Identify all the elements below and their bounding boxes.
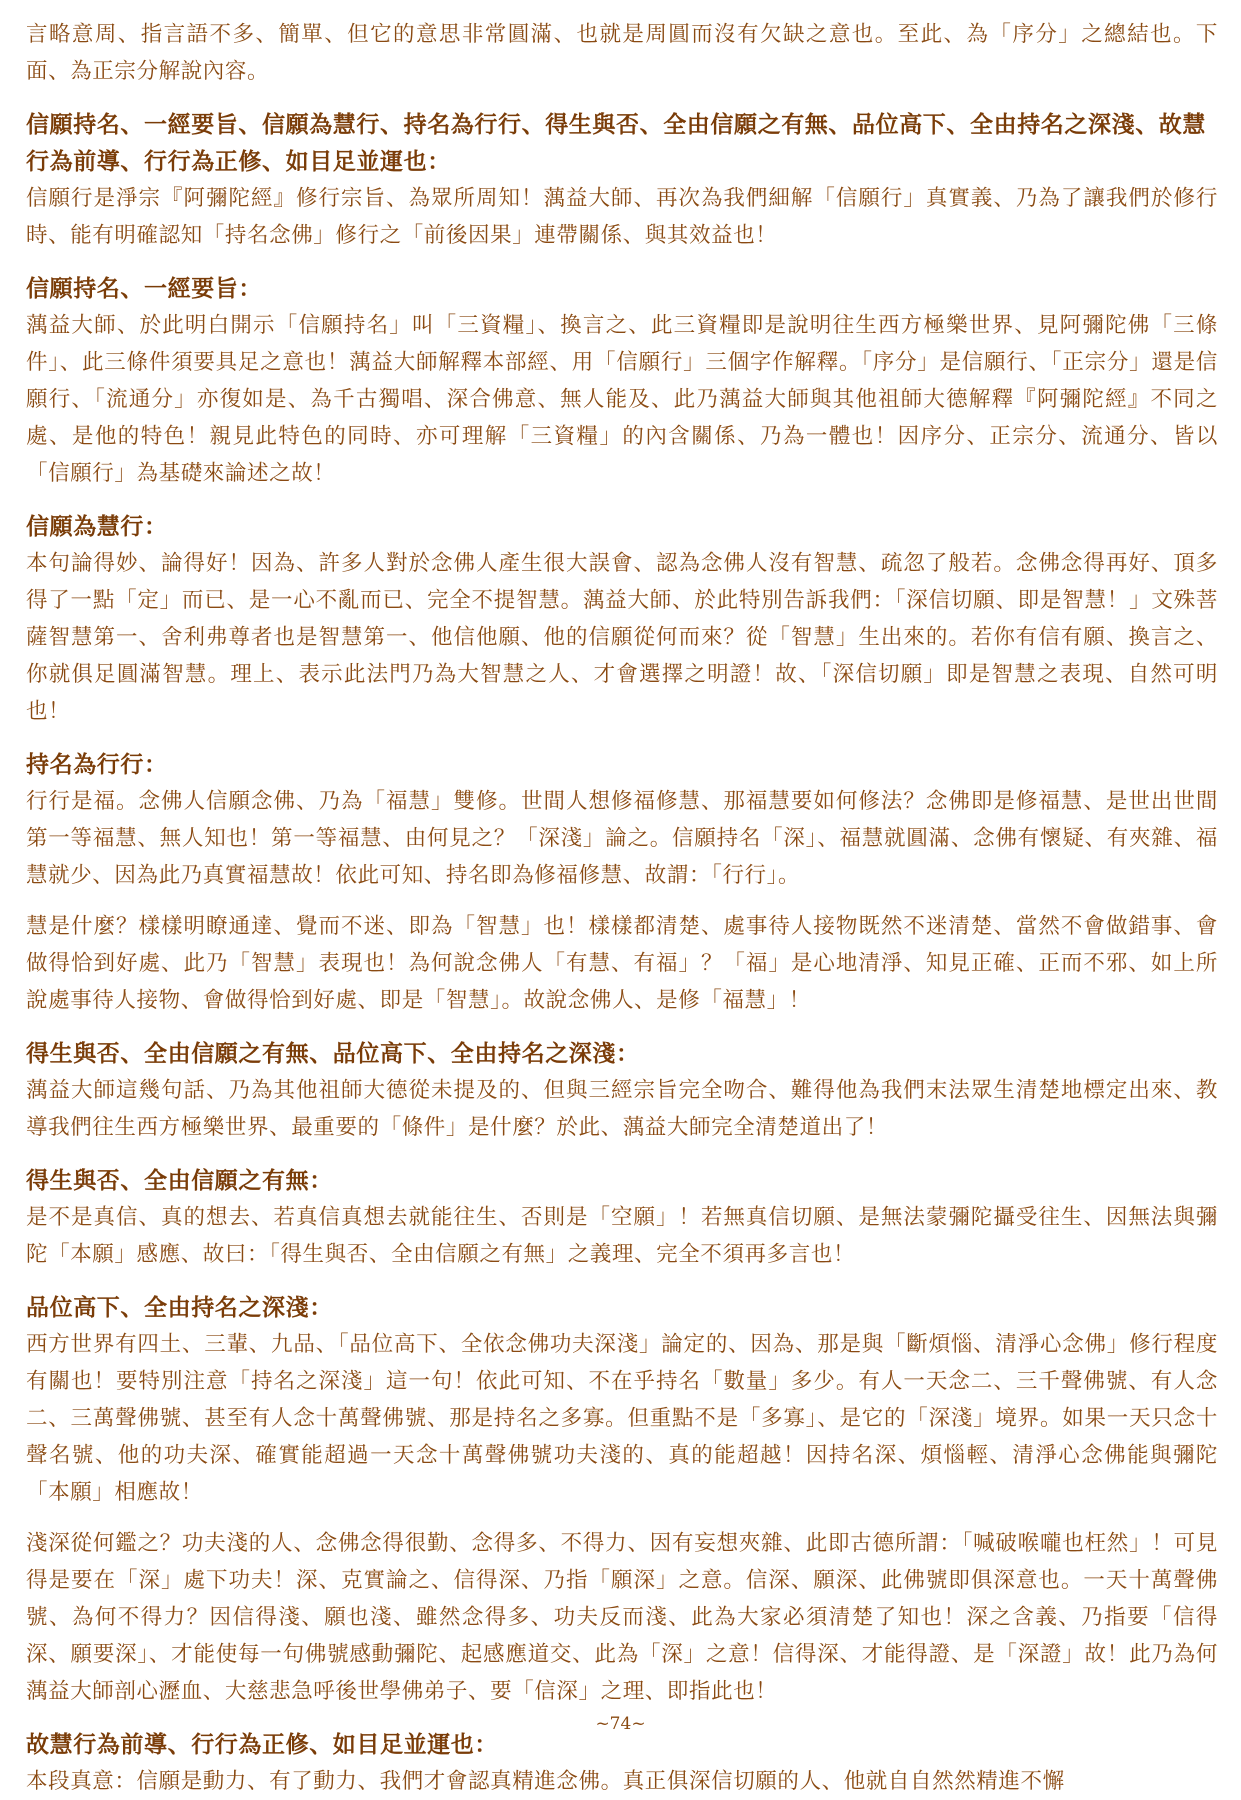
section-paragraph-1-1: 信願行是淨宗『阿彌陀經』修行宗旨、為眾所周知！蕅益大師、再次為我們細解「信願行」真實義、乃為了讓我們於修行時、能有明確認知「持名念佛」修行之「前後因果」連帶關係、與其效益也！ — [26, 186, 1218, 248]
section-paragraph-4-2: 慧是什麼？樣樣明瞭通達、覺而不迷、即為「智慧」也！樣樣都清楚、處事待人接物既然不迷清楚、當然不會做錯事、會做得恰到好處、此乃「智慧」表現也！為何說念佛人「有慧、有福」？「福」是心地清淨、知見正確、正而不邪、如上所說處事待人接物、會做得恰到好處、即是「智慧」。故說念佛人、是修「福慧」！ — [26, 914, 1218, 1013]
section-paragraph-8-1: 本段真意：信願是動力、有了動力、我們才會認真精進念佛。真正俱深信切願的人、他就自自然然精進不懈 — [26, 1769, 1065, 1794]
section-heading-2: 信願持名、一經要旨： — [26, 275, 262, 302]
section-heading-3: 信願為慧行： — [26, 513, 168, 540]
section-heading-1: 信願持名、一經要旨、信願為慧行、持名為行行、得生與否、全由信願之有無、品位高下、全由持名之深淺、故慧行為前導、行行為正修、如目足並運也： — [26, 111, 1206, 175]
section-heading-5: 得生與否、全由信願之有無、品位高下、全由持名之深淺： — [26, 1040, 640, 1067]
section-paragraph-7-2: 淺深從何鑑之？功夫淺的人、念佛念得很勤、念得多、不得力、因有妄想夾雜、此即古德所謂：「喊破喉嚨也枉然」！可見得是要在「深」處下功夫！深、克實論之、信得深、乃指「願深」之意。信深、願深、此佛號即俱深意也。一天十萬聲佛號、為何不得力？因信得淺、願也淺、雖然念得多、功夫反而淺、此為大家必須清楚了知也！深之含義、乃指要「信得深、願要深」、才能使每一句佛號感動彌陀、起感應道交、此為「深」之意！信得深、才能得證、是「深證」故！此乃為何蕅益大師剖心瀝血、大慈悲急呼後世學佛弟子、要「信深」之理、即指此也！ — [26, 1531, 1218, 1704]
page-number: ~74~ — [595, 1714, 646, 1734]
section-heading-8: 故慧行為前導、行行為正修、如目足並運也： — [26, 1731, 498, 1758]
section-paragraph-2-1: 蕅益大師、於此明白開示「信願持名」叫「三資糧」、換言之、此三資糧即是說明往生西方極樂世界、見阿彌陀佛「三條件」、此三條件須要具足之意也！蕅益大師解釋本部經、用「信願行」三個字作解釋。「序分」是信願行、「正宗分」還是信願行、「流通分」亦復如是、為千古獨唱、深合佛意、無人能及、此乃蕅益大師與其他祖師大德解釋『阿彌陀經』不同之處、是他的特色！親見此特色的同時、亦可理解「三資糧」的內含關係、乃為一體也！因序分、正宗分、流通分、皆以「信願行」為基礎來論述之故！ — [26, 313, 1218, 486]
document-page — [26, 16, 1218, 1800]
section-heading-4: 持名為行行： — [26, 751, 168, 778]
section-paragraph-7-1: 西方世界有四土、三輩、九品、「品位高下、全依念佛功夫深淺」論定的、因為、那是與「斷煩惱、清淨心念佛」修行程度有關也！要特別注意「持名之深淺」這一句！依此可知、不在乎持名「數量」多少。有人一天念二、三千聲佛號、有人念二、三萬聲佛號、甚至有人念十萬聲佛號、那是持名之多寡。但重點不是「多寡」、是它的「深淺」境界。如果一天只念十聲名號、他的功夫深、確實能超過一天念十萬聲佛號功夫淺的、真的能超越！因持名深、煩惱輕、清淨心念佛能與彌陀「本願」相應故！ — [26, 1332, 1218, 1505]
section-paragraph-6-1: 是不是真信、真的想去、若真信真想去就能往生、否則是「空願」！若無真信切願、是無法蒙彌陀攝受往生、因無法與彌陀「本願」感應、故曰：「得生與否、全由信願之有無」之義理、完全不須再多言也！ — [26, 1205, 1218, 1267]
intro-paragraph: 言略意周、指言語不多、簡單、但它的意思非常圓滿、也就是周圓而沒有欠缺之意也。至此、為「序分」之總結也。下面、為正宗分解說內容。 — [26, 22, 1218, 84]
section-paragraph-5-1: 蕅益大師這幾句話、乃為其他祖師大德從未提及的、但與三經宗旨完全吻合、難得他為我們末法眾生清楚地標定出來、教導我們往生西方極樂世界、最重要的「條件」是什麼？於此、蕅益大師完全清楚道出了！ — [26, 1078, 1218, 1140]
section-heading-6: 得生與否、全由信願之有無： — [26, 1167, 333, 1194]
section-heading-7: 品位高下、全由持名之深淺： — [26, 1294, 333, 1321]
section-paragraph-3-1: 本句論得妙、論得好！因為、許多人對於念佛人產生很大誤會、認為念佛人沒有智慧、疏忽了般若。念佛念得再好、頂多得了一點「定」而已、是一心不亂而已、完全不提智慧。蕅益大師、於此特別告訴我們：「深信切願、即是智慧！」文殊菩薩智慧第一、舍利弗尊者也是智慧第一、他信他願、他的信願從何而來？從「智慧」生出來的。若你有信有願、換言之、你就俱足圓滿智慧。理上、表示此法門乃為大智慧之人、才會選擇之明證！故、「深信切願」即是智慧之表現、自然可明也！ — [26, 551, 1218, 724]
section-paragraph-4-1: 行行是福。念佛人信願念佛、乃為「福慧」雙修。世間人想修福修慧、那福慧要如何修法？念佛即是修福慧、是世出世間第一等福慧、無人知也！第一等福慧、由何見之？「深淺」論之。信願持名「深」、福慧就圓滿、念佛有懷疑、有夾雜、福慧就少、因為此乃真實福慧故！依此可知、持名即為修福修慧、故謂：「行行」。 — [26, 789, 1218, 888]
